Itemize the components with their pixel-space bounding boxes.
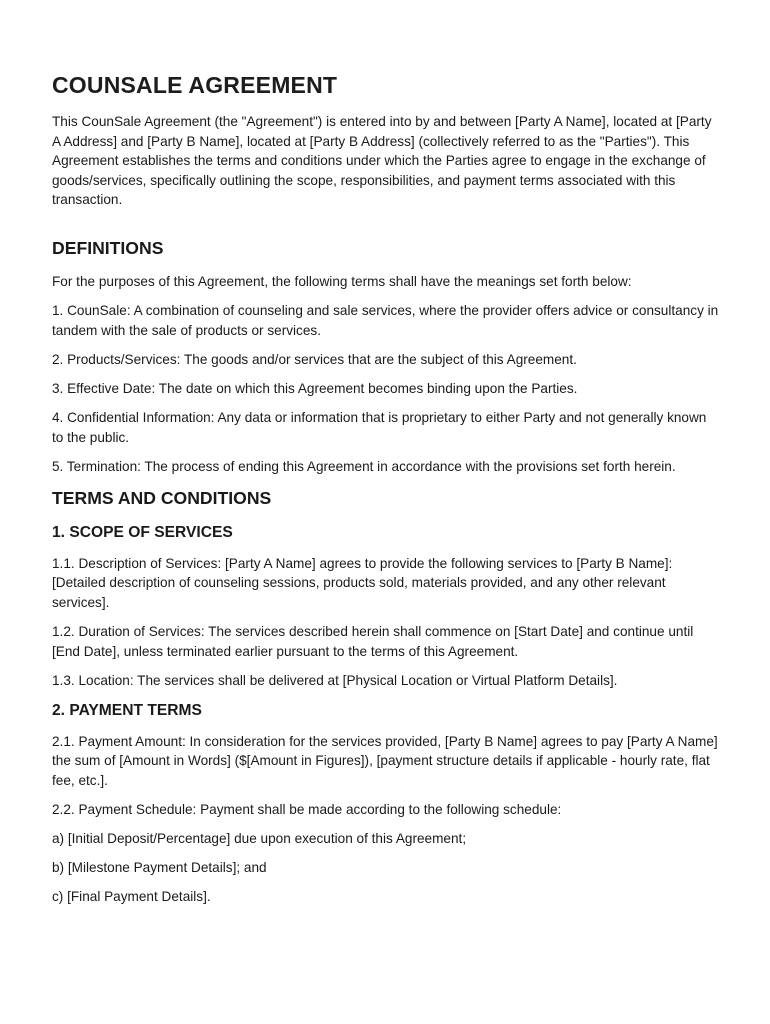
terms-heading: TERMS AND CONDITIONS	[52, 487, 272, 508]
definitions-lead: For the purposes of this Agreement, the following terms shall have the meanings set forth below:	[52, 273, 632, 289]
payment-heading: 2. PAYMENT TERMS	[52, 701, 202, 719]
definition-item-confidential-information: 4. Confidential Information: Any data or information that is proprietary to either Party and not generally known to the public.	[52, 409, 707, 445]
scope-item-duration: 1.2. Duration of Services: The services described herein shall commence on [Start Date] and continue until [End Date], unless terminated earlier pursuant to the terms of this Agreement.	[52, 624, 694, 659]
document-page	[52, 70, 720, 916]
payment-schedule-item-b: b) [Milestone Payment Details]; and	[52, 860, 267, 876]
definition-item-effective-date: 3. Effective Date: The date on which this Agreement becomes binding upon the Parties.	[52, 380, 578, 396]
document-title: COUNSALE AGREEMENT	[52, 72, 338, 98]
definition-item-products-services: 2. Products/Services: The goods and/or services that are the subject of this Agreement.	[52, 351, 577, 367]
scope-item-location: 1.3. Location: The services shall be delivered at [Physical Location or Virtual Platform Details].	[52, 672, 618, 688]
definition-item-termination: 5. Termination: The process of ending this Agreement in accordance with the provisions set forth herein.	[52, 458, 676, 474]
payment-schedule-item-c: c) [Final Payment Details].	[52, 889, 211, 905]
definition-item-counsale: 1. CounSale: A combination of counseling and sale services, where the provider offers advice or consultancy in tandem with the sale of products or services.	[52, 303, 719, 338]
intro-paragraph: This CounSale Agreement (the "Agreement") is entered into by and between [Party A Name], located at [Party A Address] and [Party B Name], located at [Party B Address] (collectively referred to as the "Parties"). This Agreement establishes the terms and conditions under which the Parties agree to engage in the exchange of goods/services, specifically outlining the scope, responsibilities, and payment terms associated with this transaction.	[52, 114, 712, 208]
scope-item-description: 1.1. Description of Services: [Party A Name] agrees to provide the following services to [Party B Name]: [Detailed description of counseling sessions, products sold, materials provided, and any other relevant services].	[52, 555, 673, 610]
payment-item-amount: 2.1. Payment Amount: In consideration for the services provided, [Party B Name] agrees to pay [Party A Name] the sum of [Amount in Words] ($[Amount in Figures]), [payment structure details if applicable - hourly rate, flat fee, etc.].	[52, 733, 718, 788]
definitions-heading: DEFINITIONS	[52, 237, 164, 258]
scope-heading: 1. SCOPE OF SERVICES	[52, 523, 233, 541]
payment-schedule-item-a: a) [Initial Deposit/Percentage] due upon execution of this Agreement;	[52, 831, 467, 847]
payment-item-schedule: 2.2. Payment Schedule: Payment shall be made according to the following schedule:	[52, 802, 562, 818]
